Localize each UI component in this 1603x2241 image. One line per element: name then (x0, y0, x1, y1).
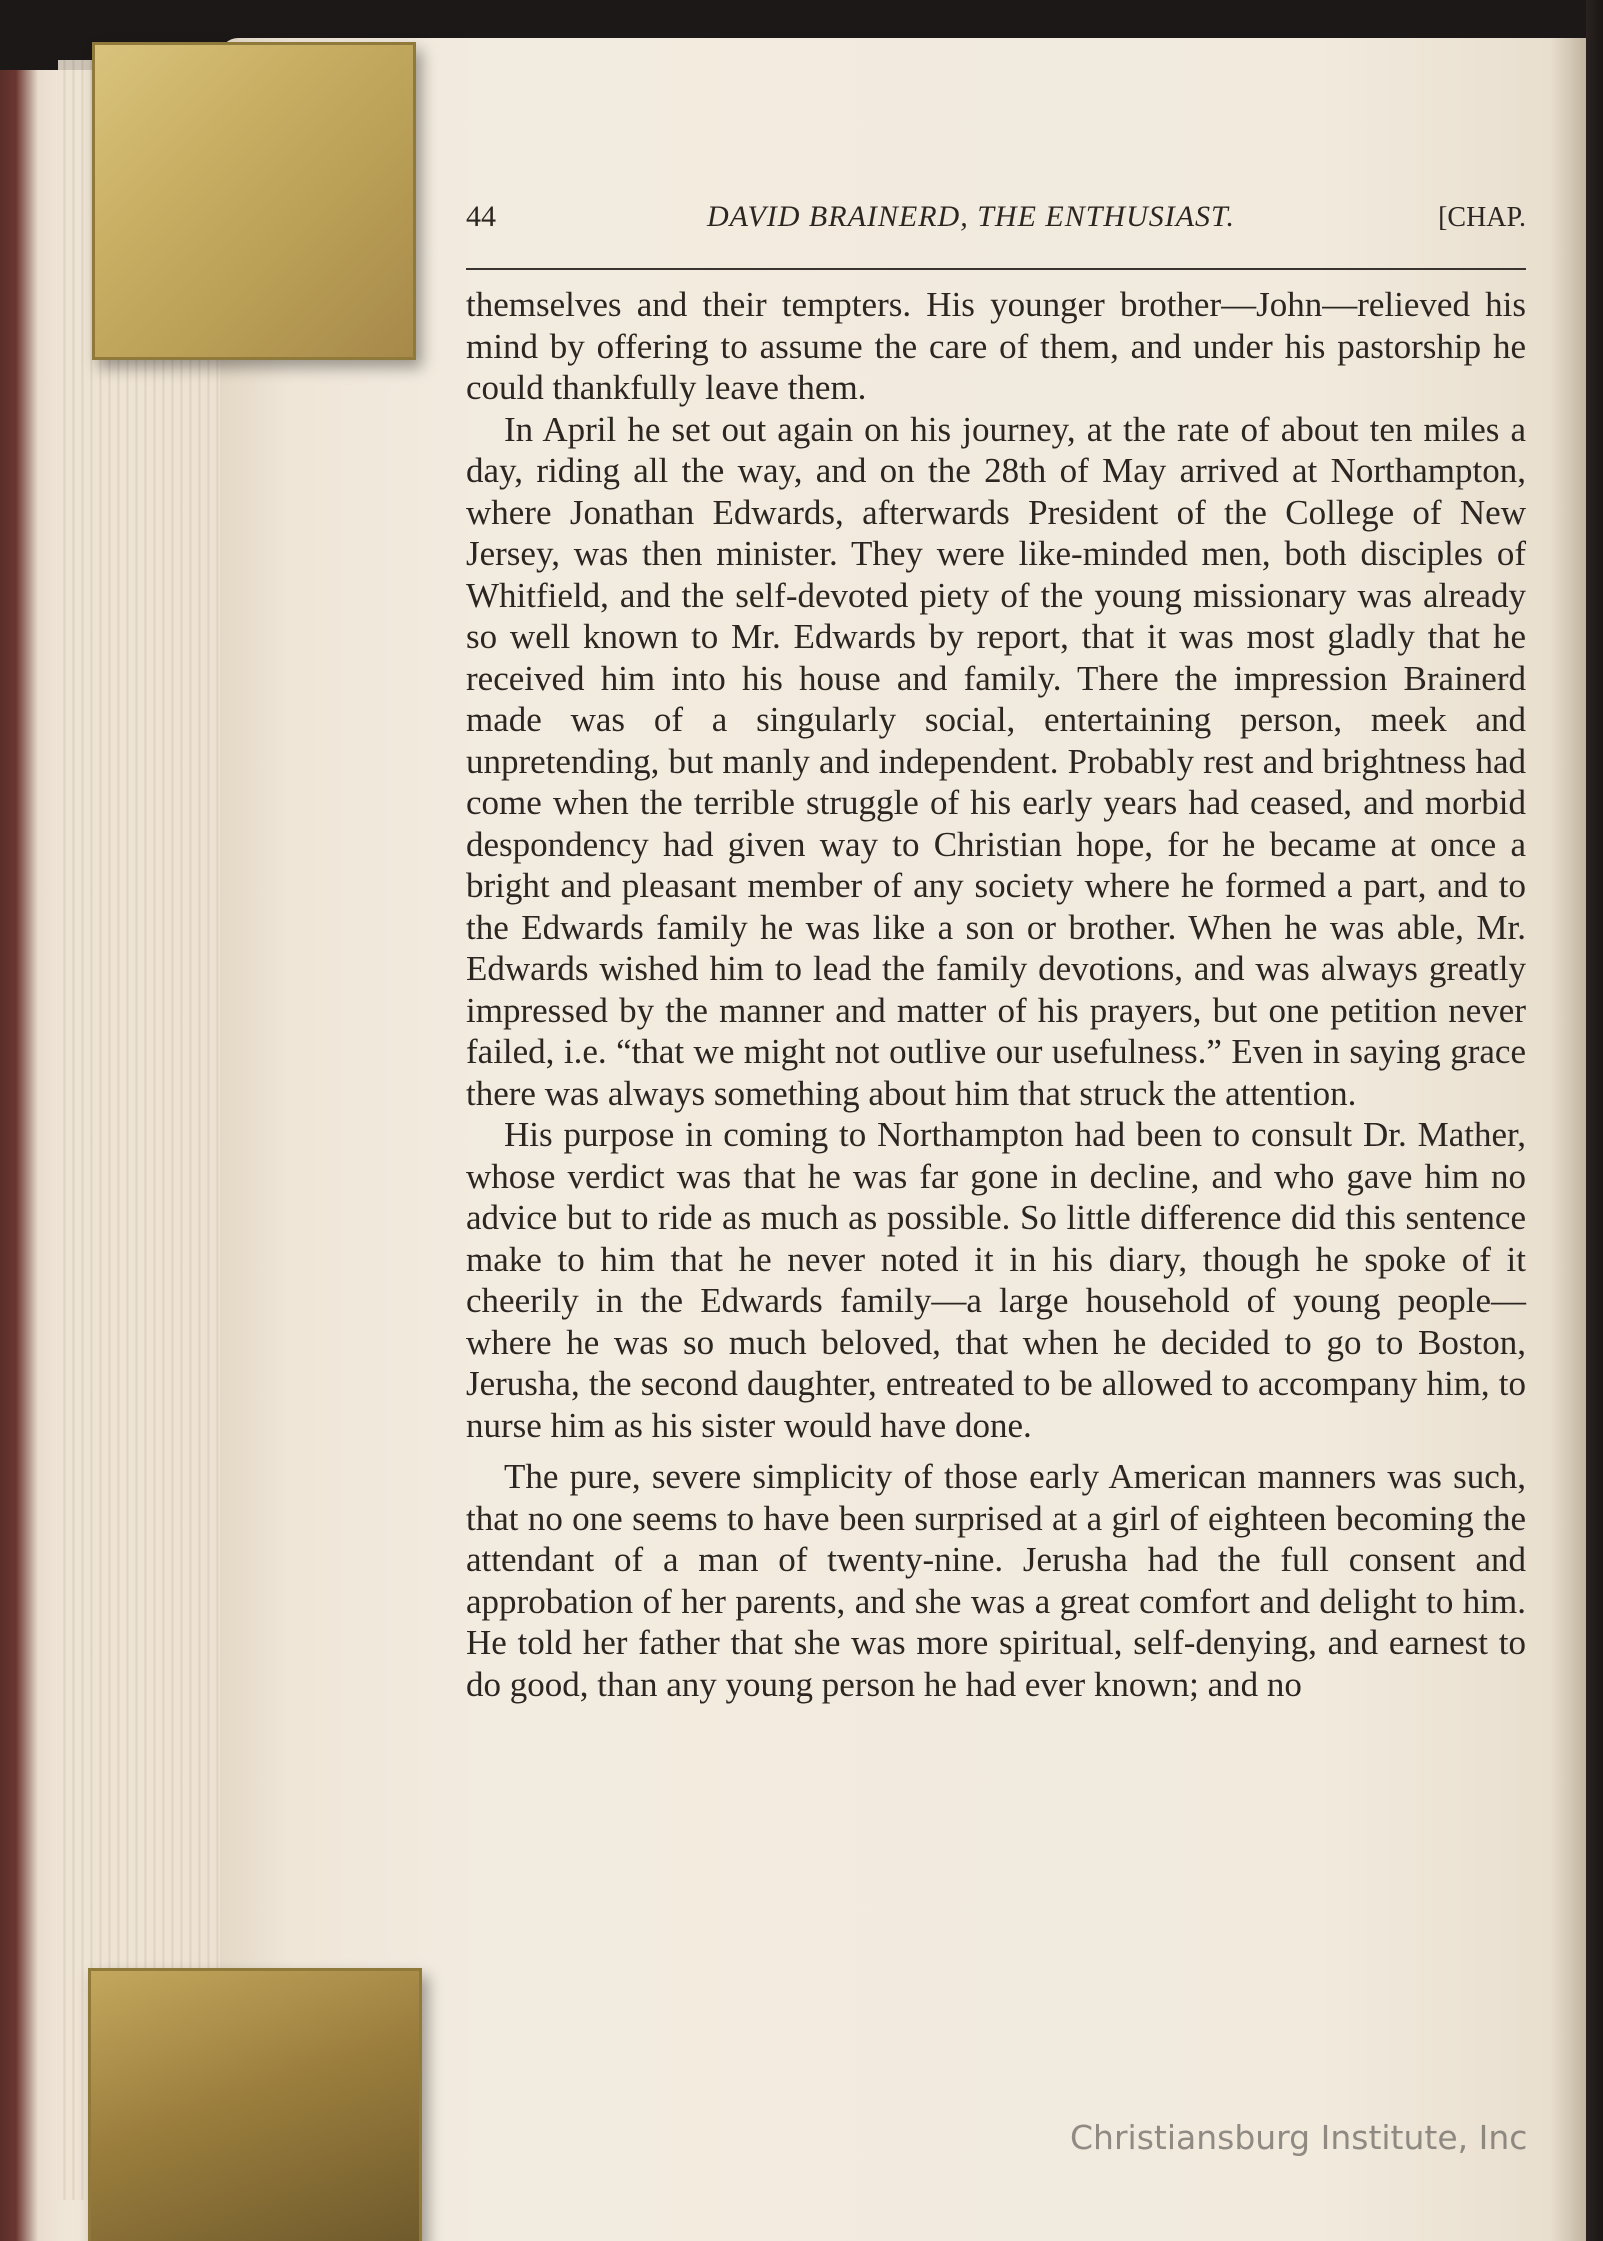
paragraph-northampton-arrival: In April he set out again on his journey, at the rate of about ten miles a day, riding all the way, and on the 28th of May arrived at Northampton, where Jonathan Edwards, afterwards President of the College of New Jersey, was then minister. They were like-minded men, both disciples of Whitfield, and the self-devoted piety of the young missionary was already so well known to Mr. Edwards by report, that it was most gladly that he received him into his house and family. There the impression Brainerd made was of a singularly social, entertaining person, meek and unpretending, but manly and independent. Probably rest and brightness had come when the terrible struggle of his early years had ceased, and morbid despondency had given way to Christian hope, for he became at once a bright and pleasant member of any society where he formed a part, and to the Edwards family he was like a son or brother. When he was able, Mr. Edwards wished him to lead the family devotions, and was always greatly impressed by the manner and matter of his prayers, but one petition never failed, i.e. “that we might not outlive our usefulness.” Even in saying grace there was always something about him that struck the attention. (466, 409, 1526, 1113)
brass-clip-top (92, 42, 416, 360)
page-text (466, 200, 1526, 1705)
chapter-tag: [CHAP. (1438, 202, 1526, 233)
brass-clip-bottom (88, 1968, 422, 2241)
running-title: DAVID BRAINERD, THE ENTHUSIAST. (706, 200, 1236, 233)
paragraph-dr-mather: His purpose in coming to Northampton had been to consult Dr. Mather, whose verdict was that he was far gone in decline, and who gave him no advice but to ride as much as possible. So little difference did this sentence make to him that he never noted it in his diary, though he spoke of it cheerily in the Edwards family—a large household of young people—where he was so much beloved, that when he decided to go to Boston, Jerusha, the second daughter, entreated to be allowed to accompany him, to nurse him as his sister would have done. (466, 1115, 1526, 1445)
header-rule (466, 268, 1526, 270)
page-number: 44 (466, 200, 496, 233)
book-right-edge (1586, 0, 1603, 2241)
watermark: Christiansburg Institute, Inc (1070, 2118, 1528, 2157)
paragraph-jerusha: The pure, severe simplicity of those early American manners was such, that no one seems to have been surprised at a girl of eighteen becoming the attendant of a man of twenty-nine. Jerusha had the full consent and approbation of her parents, and she was a great comfort and delight to him. He told her father that she was more spiritual, self-denying, and earnest to do good, than any young person he had ever known; and no (466, 1457, 1526, 1704)
running-head (466, 200, 1526, 262)
paragraph-continued: themselves and their tempters. His younger brother—John—relieved his mind by offering to assume the care of them, and under his pastorship he could thankfully leave them. (466, 285, 1526, 407)
